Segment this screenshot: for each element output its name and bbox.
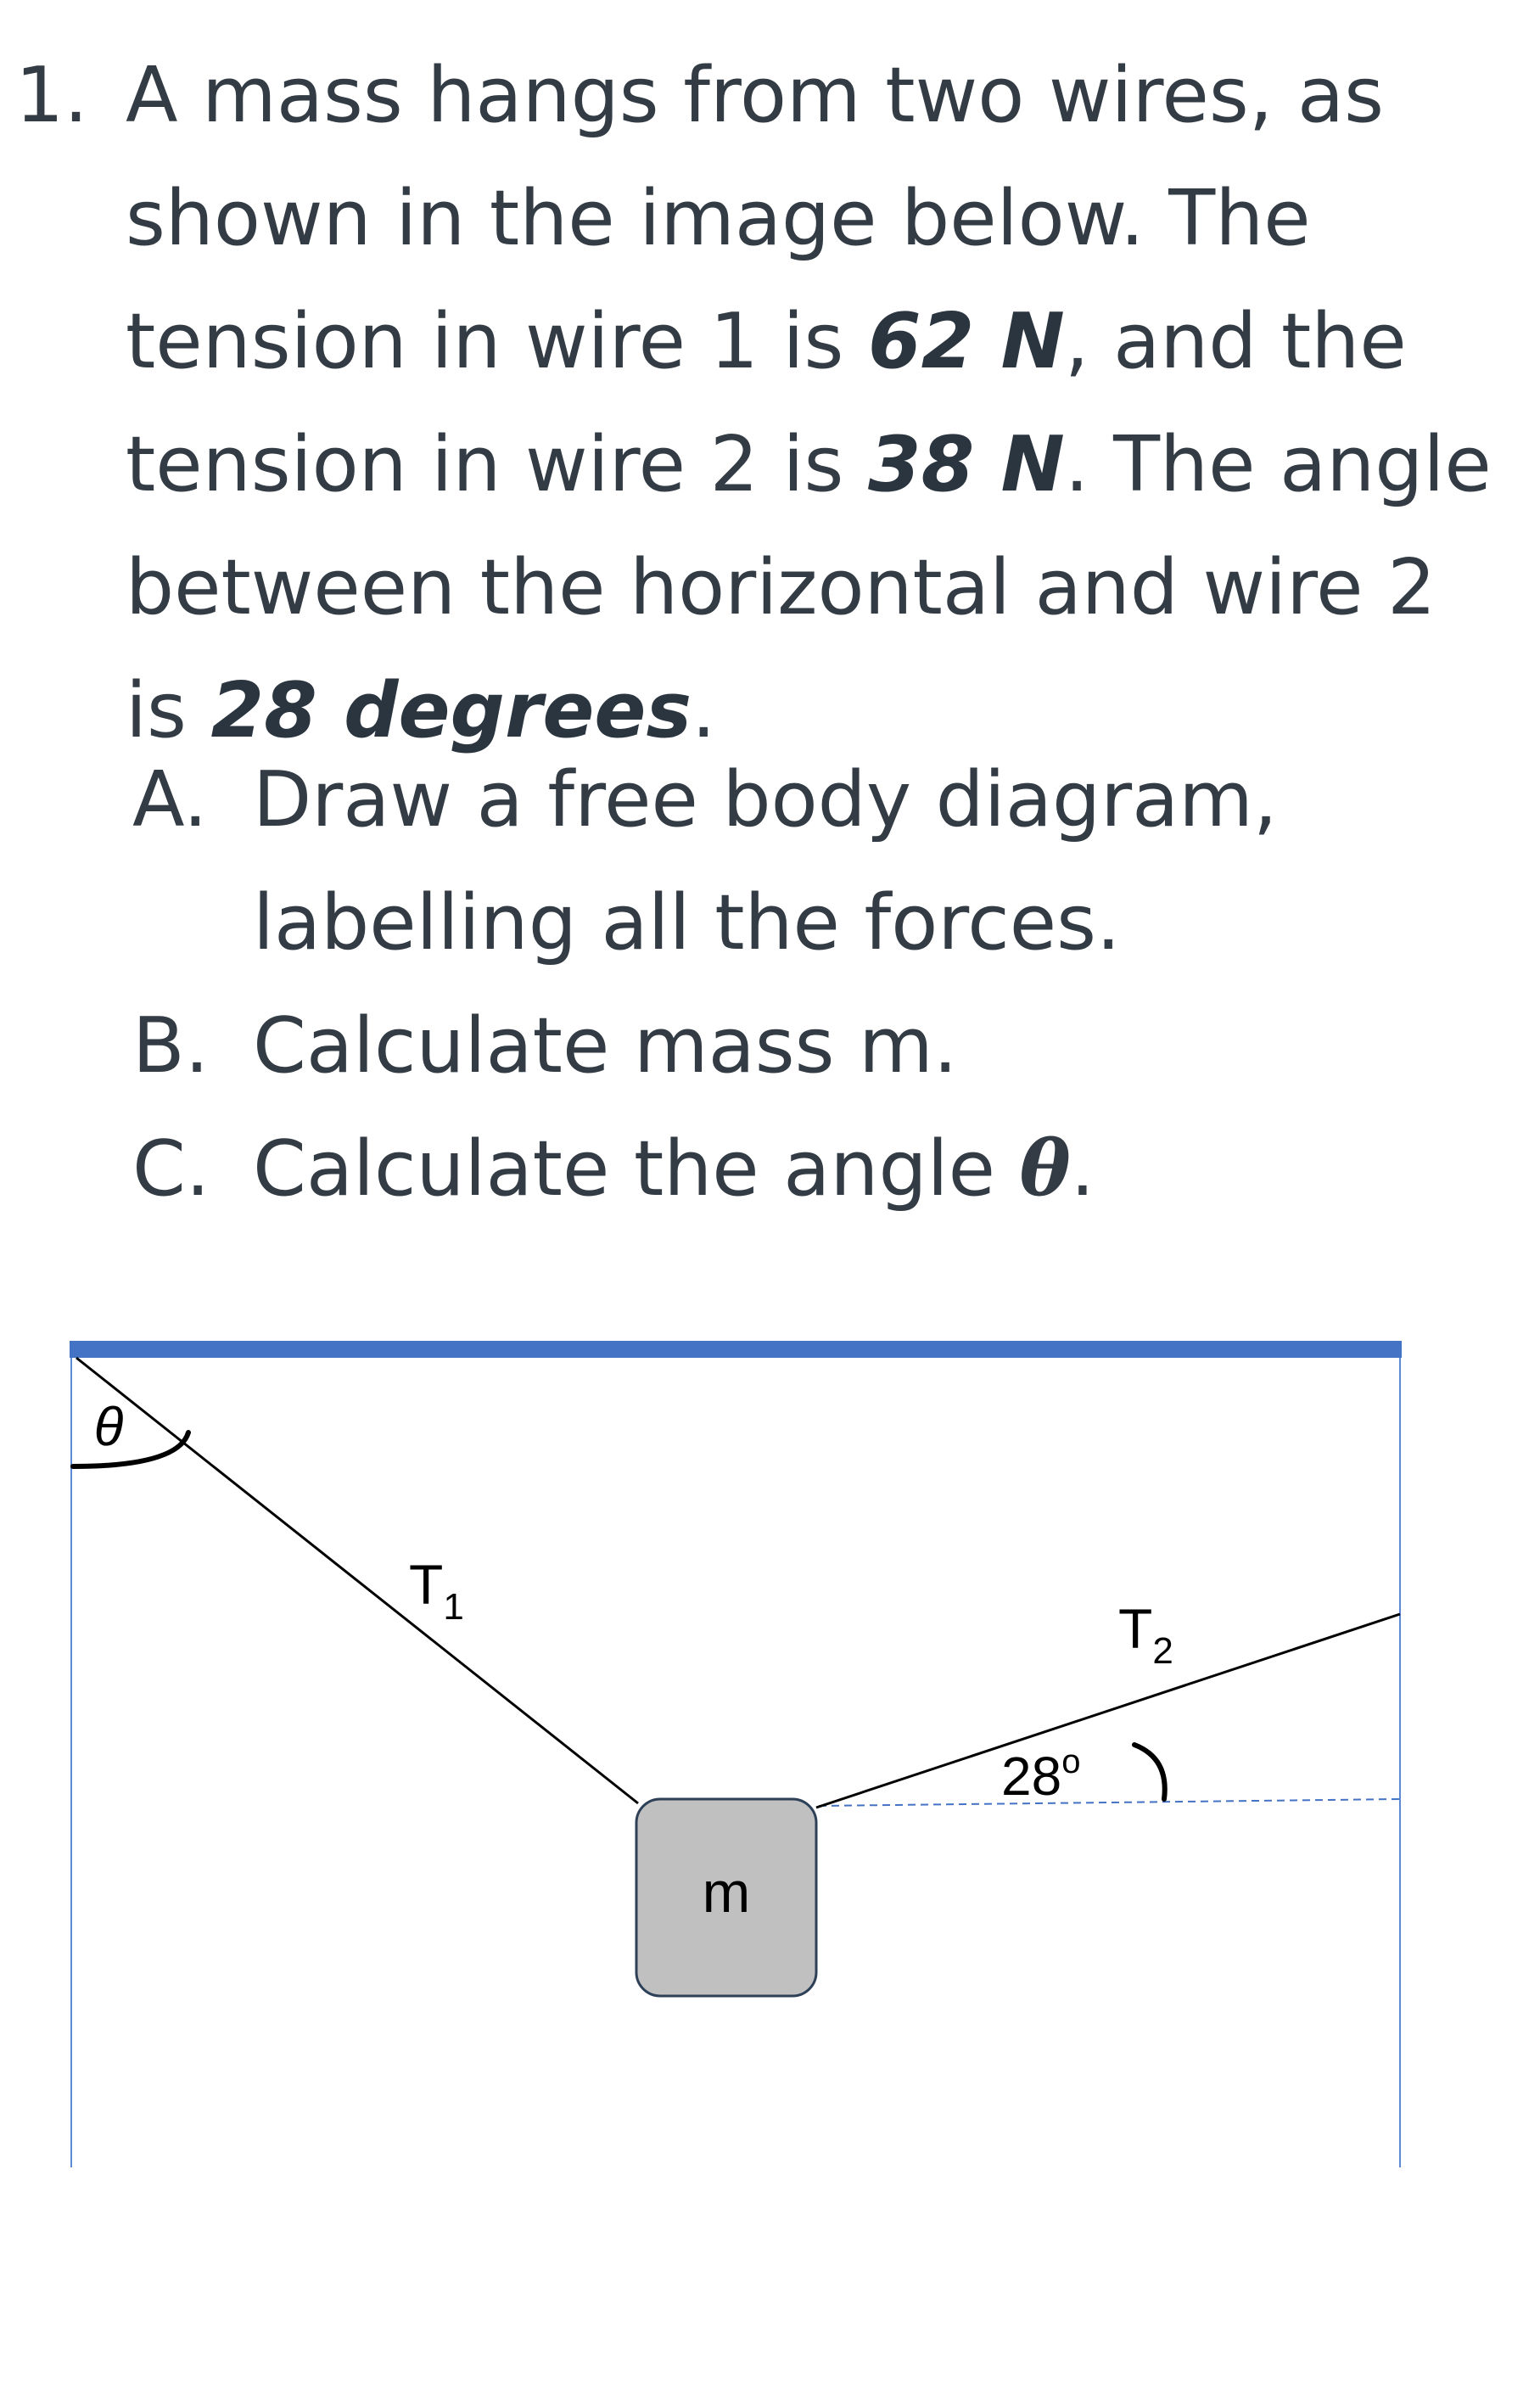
question-text-part-4: . <box>692 666 716 755</box>
t1-label <box>409 1553 464 1628</box>
angle-value: 28 degrees <box>210 666 692 755</box>
angle-28-label <box>1001 1743 1080 1807</box>
t1-subscript: 1 <box>443 1586 464 1628</box>
ceiling-bar <box>70 1341 1402 1358</box>
part-a <box>126 738 1517 984</box>
t2-label <box>1118 1597 1173 1672</box>
question-parts <box>126 738 1517 1231</box>
part-c-letter: C. <box>132 1124 210 1214</box>
part-c <box>126 1107 1517 1231</box>
mass-label: m <box>702 1860 751 1925</box>
t2-letter: T <box>1118 1597 1153 1660</box>
horizontal-reference-dashed-line <box>819 1799 1400 1806</box>
t1-letter: T <box>409 1553 444 1616</box>
hanging-mass-diagram <box>0 1324 1540 2189</box>
question-text-part-2: , and the tension in wire 2 is <box>126 297 1407 509</box>
part-b <box>126 984 1517 1107</box>
part-a-text: Draw a free body diagram, labelling all the forces. <box>253 755 1278 967</box>
part-b-text: Calculate mass m. <box>253 1001 958 1090</box>
angle-28-number: 28 <box>1001 1746 1062 1807</box>
theta-label: θ <box>93 1396 124 1457</box>
part-b-letter: B. <box>132 1001 210 1090</box>
question-text <box>126 34 1517 772</box>
t2-subscript: 2 <box>1152 1630 1173 1672</box>
angle-28-arc <box>1134 1745 1165 1799</box>
tension-1-value: 62 N <box>867 297 1065 386</box>
question-text-part-1: A mass hangs from two wires, as shown in the image below. The tension in wire 1 is <box>126 51 1385 386</box>
part-c-text: Calculate the angle <box>253 1124 1020 1214</box>
wire-1 <box>76 1358 638 1803</box>
theta-angle-arc <box>73 1432 188 1466</box>
part-c-period: . <box>1070 1124 1095 1214</box>
part-a-letter: A. <box>132 755 208 844</box>
wire-2 <box>816 1614 1400 1808</box>
tension-2-value: 38 N <box>867 420 1065 509</box>
question-number: 1. <box>15 51 88 140</box>
question-text-part-3: . The angle between the horizontal and wire 2 is <box>126 420 1492 755</box>
part-c-theta-symbol: θ <box>1019 1124 1071 1214</box>
angle-28-degree-symbol: o <box>1061 1743 1081 1780</box>
